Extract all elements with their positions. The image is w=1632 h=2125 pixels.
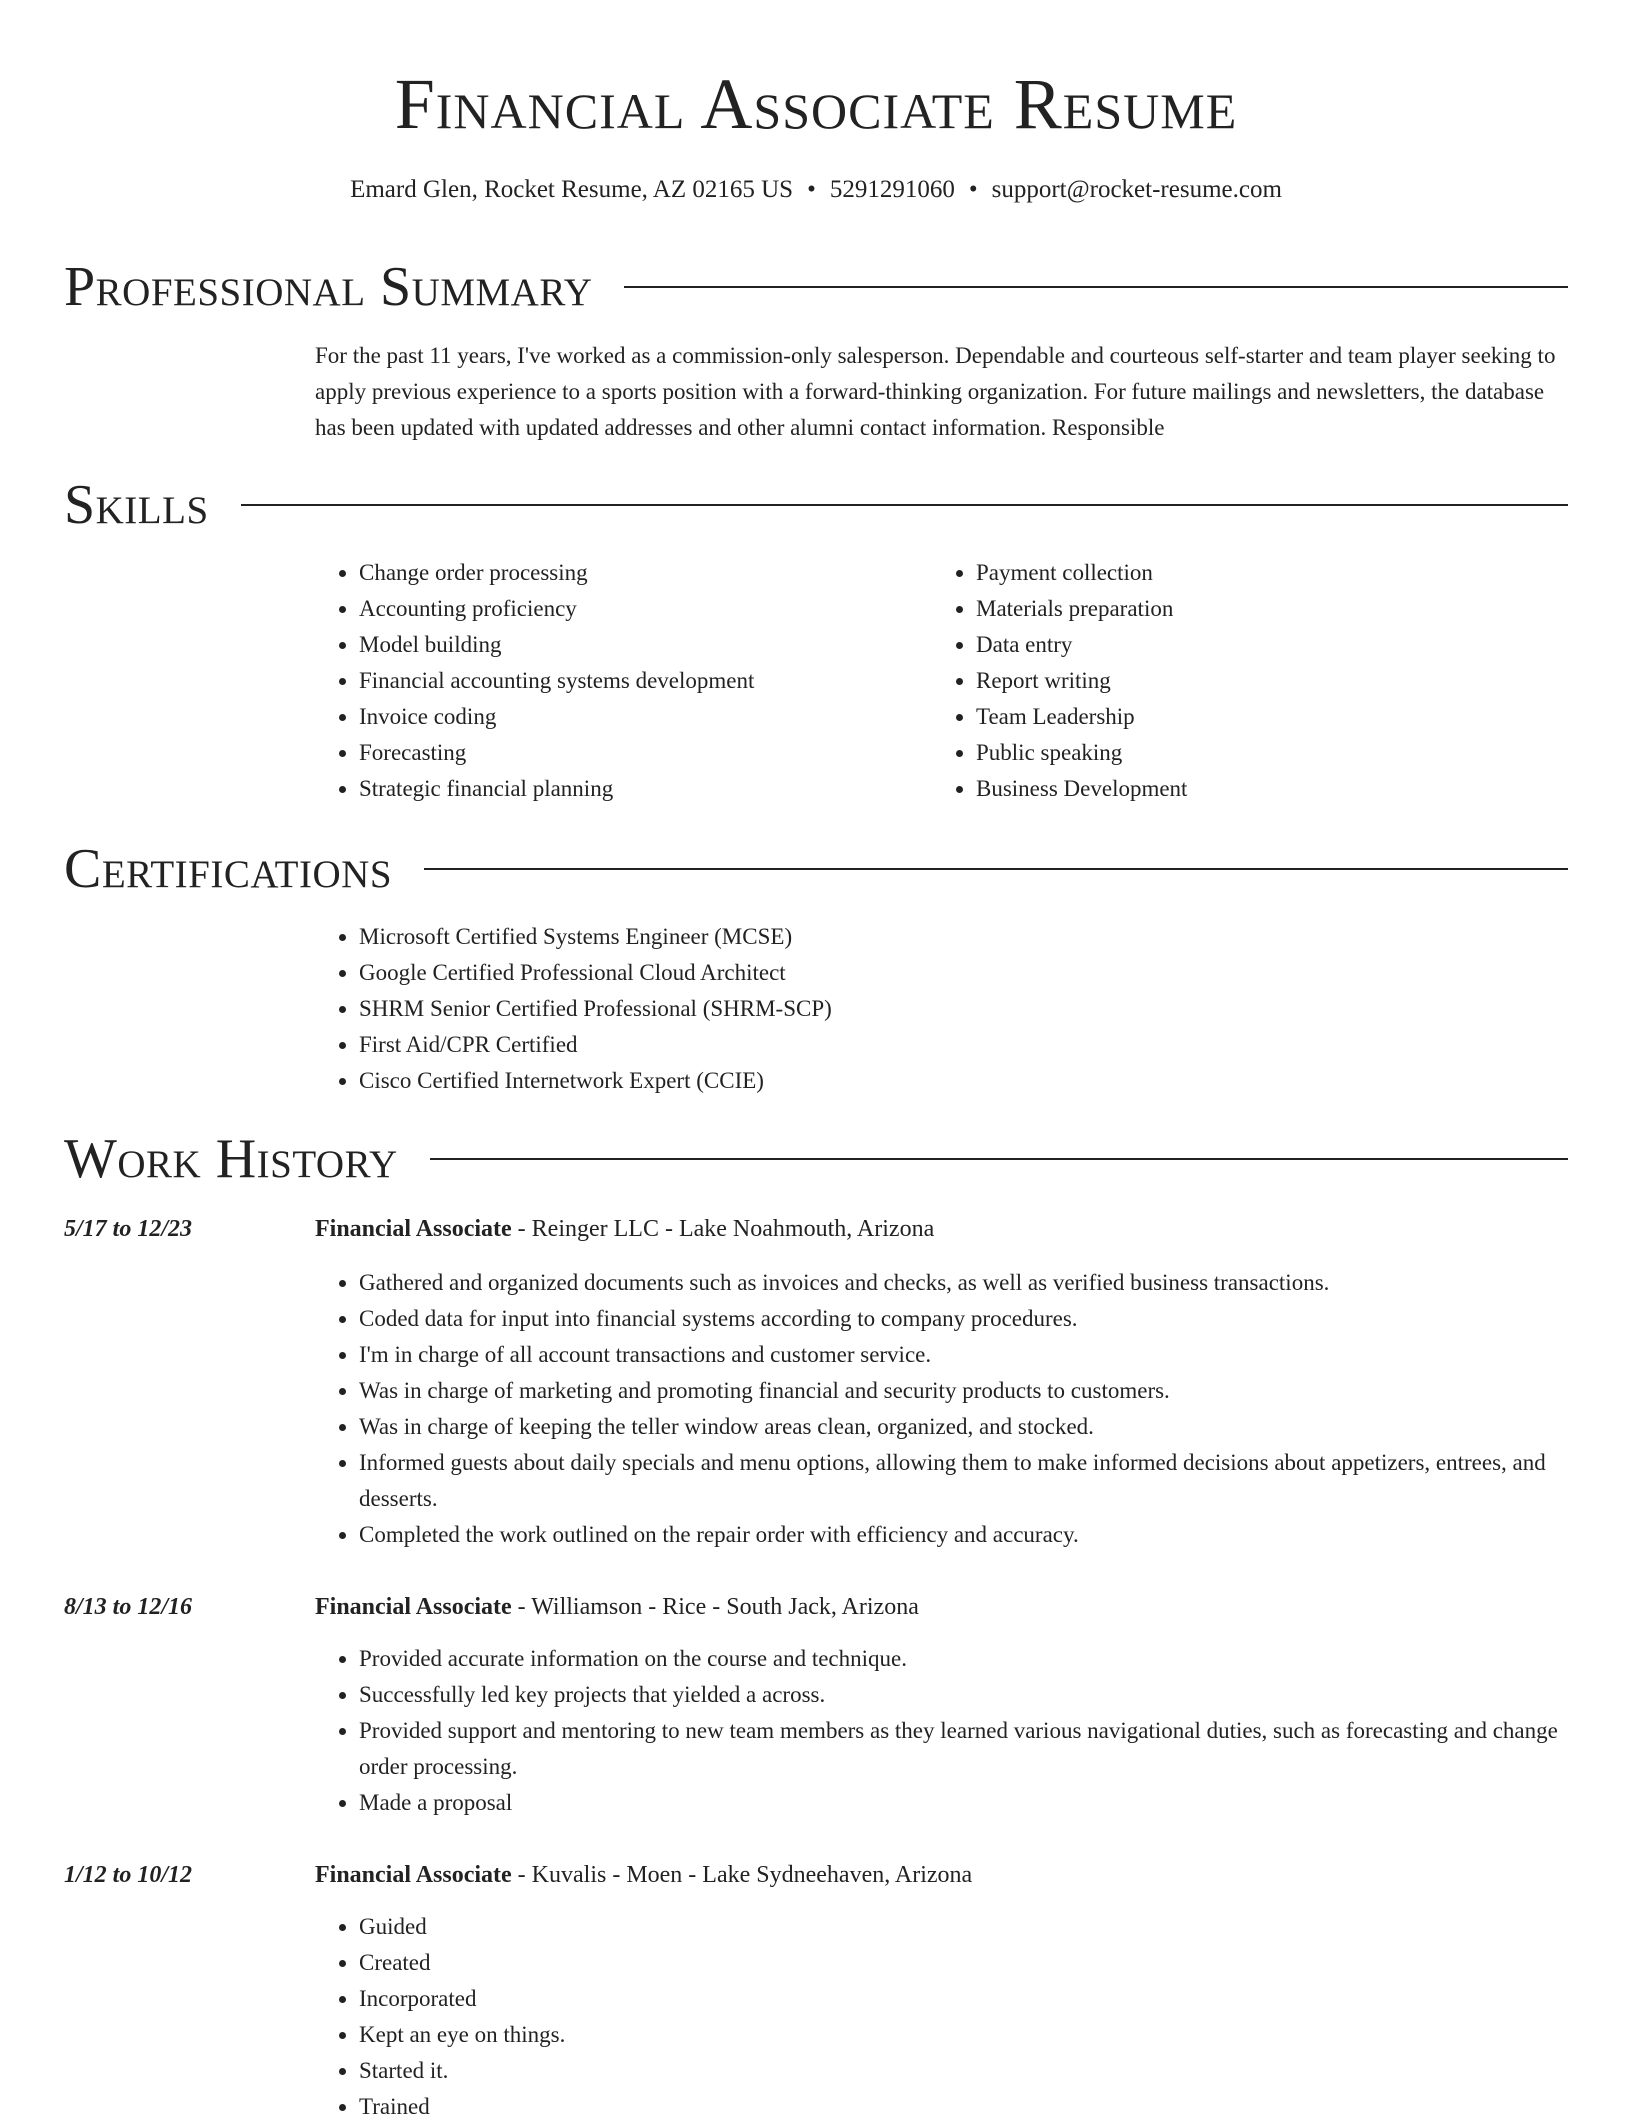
section-divider bbox=[624, 286, 1568, 288]
resume-title: Financial Associate Resume bbox=[394, 64, 1238, 144]
work-history-section-header bbox=[64, 1124, 1568, 1194]
job-bullet: • Trained bbox=[359, 2089, 1570, 2125]
skill-item: • Change order processing bbox=[359, 555, 915, 591]
skill-item: • Accounting proficiency bbox=[359, 591, 915, 627]
job-heading bbox=[315, 1211, 1570, 1247]
skill-item: • Forecasting bbox=[359, 735, 915, 771]
job-bullets bbox=[315, 1265, 1570, 1553]
skill-item: • Business Development bbox=[976, 771, 1532, 807]
job-bullet: • Kept an eye on things. bbox=[359, 2017, 1570, 2053]
job-bullet: • Was in charge of keeping the teller window areas clean, organized, and stocked. bbox=[359, 1409, 1570, 1445]
job-bullet: • Completed the work outlined on the repair order with efficiency and accuracy. bbox=[359, 1517, 1570, 1553]
job-employer: - Kuvalis - Moen - Lake Sydneehaven, Arizona bbox=[511, 1862, 973, 1888]
job-bullet: • Guided bbox=[359, 1909, 1570, 1945]
certification-item: • Cisco Certified Internetwork Expert (CCIE) bbox=[359, 1063, 1215, 1099]
contact-email: support@rocket-resume.com bbox=[991, 176, 1282, 203]
job-heading bbox=[315, 1857, 1570, 1893]
job-bullet: • Successfully led key projects that yielded a across. bbox=[359, 1677, 1570, 1713]
job-bullet: • Provided support and mentoring to new team members as they learned various navigational duties, such as forecasting and change order processing. bbox=[359, 1713, 1570, 1785]
job-bullet: • Gathered and organized documents such as invoices and checks, as well as verified business transactions. bbox=[359, 1265, 1570, 1301]
contact-address: Emard Glen, Rocket Resume, AZ 02165 US bbox=[350, 176, 794, 203]
skills-section-header bbox=[64, 470, 1568, 540]
certification-item: • First Aid/CPR Certified bbox=[359, 1027, 1215, 1063]
skill-item: • Data entry bbox=[976, 627, 1532, 663]
skills-right-column bbox=[932, 555, 1532, 807]
job-employer: - Reinger LLC - Lake Noahmouth, Arizona bbox=[511, 1216, 935, 1242]
job-dates: 8/13 to 12/16 bbox=[64, 1594, 193, 1620]
job-bullet: • Made a proposal bbox=[359, 1785, 1570, 1821]
job-heading bbox=[315, 1589, 1570, 1625]
job-bullet: • Informed guests about daily specials and menu options, allowing them to make informed decisions about appetizers, entrees, and desserts. bbox=[359, 1445, 1570, 1517]
certifications-heading: Certifications bbox=[64, 838, 393, 900]
section-divider bbox=[241, 504, 1568, 506]
certifications-list bbox=[315, 919, 1215, 1099]
section-divider bbox=[424, 868, 1568, 870]
job-dates: 1/12 to 10/12 bbox=[64, 1862, 193, 1888]
job-title: Financial Associate bbox=[315, 1862, 512, 1888]
skills-left-column bbox=[315, 555, 915, 807]
skill-item: • Payment collection bbox=[976, 555, 1532, 591]
job-title: Financial Associate bbox=[315, 1216, 512, 1242]
job-bullet: • Created bbox=[359, 1945, 1570, 1981]
certification-item: • Google Certified Professional Cloud Architect bbox=[359, 955, 1215, 991]
contact-phone: 5291291060 bbox=[829, 176, 955, 203]
section-divider bbox=[430, 1158, 1568, 1160]
summary-section-header bbox=[64, 252, 1568, 322]
skill-item: • Materials preparation bbox=[976, 591, 1532, 627]
summary-text: For the past 11 years, I've worked as a commission-only salesperson. Dependable and courteous self-starter and team player seeking to apply previous experience to a sports position with a forward-thinking organization. For future mailings and newsletters, the database has been updated with updated addresses and other alumni contact information. Responsible bbox=[315, 343, 1556, 440]
job-bullets bbox=[315, 1909, 1570, 2125]
job-bullet: • Incorporated bbox=[359, 1981, 1570, 2017]
work-history-heading: Work History bbox=[64, 1128, 398, 1190]
contact-line bbox=[0, 172, 1632, 208]
skill-item: • Strategic financial planning bbox=[359, 771, 915, 807]
certification-item: • Microsoft Certified Systems Engineer (MCSE) bbox=[359, 919, 1215, 955]
job-dates: 5/17 to 12/23 bbox=[64, 1216, 193, 1242]
skill-item: • Public speaking bbox=[976, 735, 1532, 771]
skill-item: • Model building bbox=[359, 627, 915, 663]
job-bullet: • Was in charge of marketing and promoting financial and security products to customers. bbox=[359, 1373, 1570, 1409]
job-bullet: • I'm in charge of all account transactions and customer service. bbox=[359, 1337, 1570, 1373]
job-employer: - Williamson - Rice - South Jack, Arizona bbox=[511, 1594, 919, 1620]
contact-separator: • bbox=[968, 176, 978, 203]
certification-item: • SHRM Senior Certified Professional (SHRM-SCP) bbox=[359, 991, 1215, 1027]
job-bullet: • Started it. bbox=[359, 2053, 1570, 2089]
job-bullet: • Provided accurate information on the course and technique. bbox=[359, 1641, 1570, 1677]
skill-item: • Team Leadership bbox=[976, 699, 1532, 735]
job-title: Financial Associate bbox=[315, 1594, 512, 1620]
job-bullet: • Coded data for input into financial systems according to company procedures. bbox=[359, 1301, 1570, 1337]
job-bullets bbox=[315, 1641, 1570, 1821]
skill-item: • Invoice coding bbox=[359, 699, 915, 735]
contact-separator: • bbox=[807, 176, 816, 203]
skill-item: • Financial accounting systems development bbox=[359, 663, 915, 699]
certifications-section-header bbox=[64, 834, 1568, 904]
skill-item: • Report writing bbox=[976, 663, 1532, 699]
skills-heading: Skills bbox=[64, 474, 209, 536]
summary-heading: Professional Summary bbox=[64, 256, 593, 318]
